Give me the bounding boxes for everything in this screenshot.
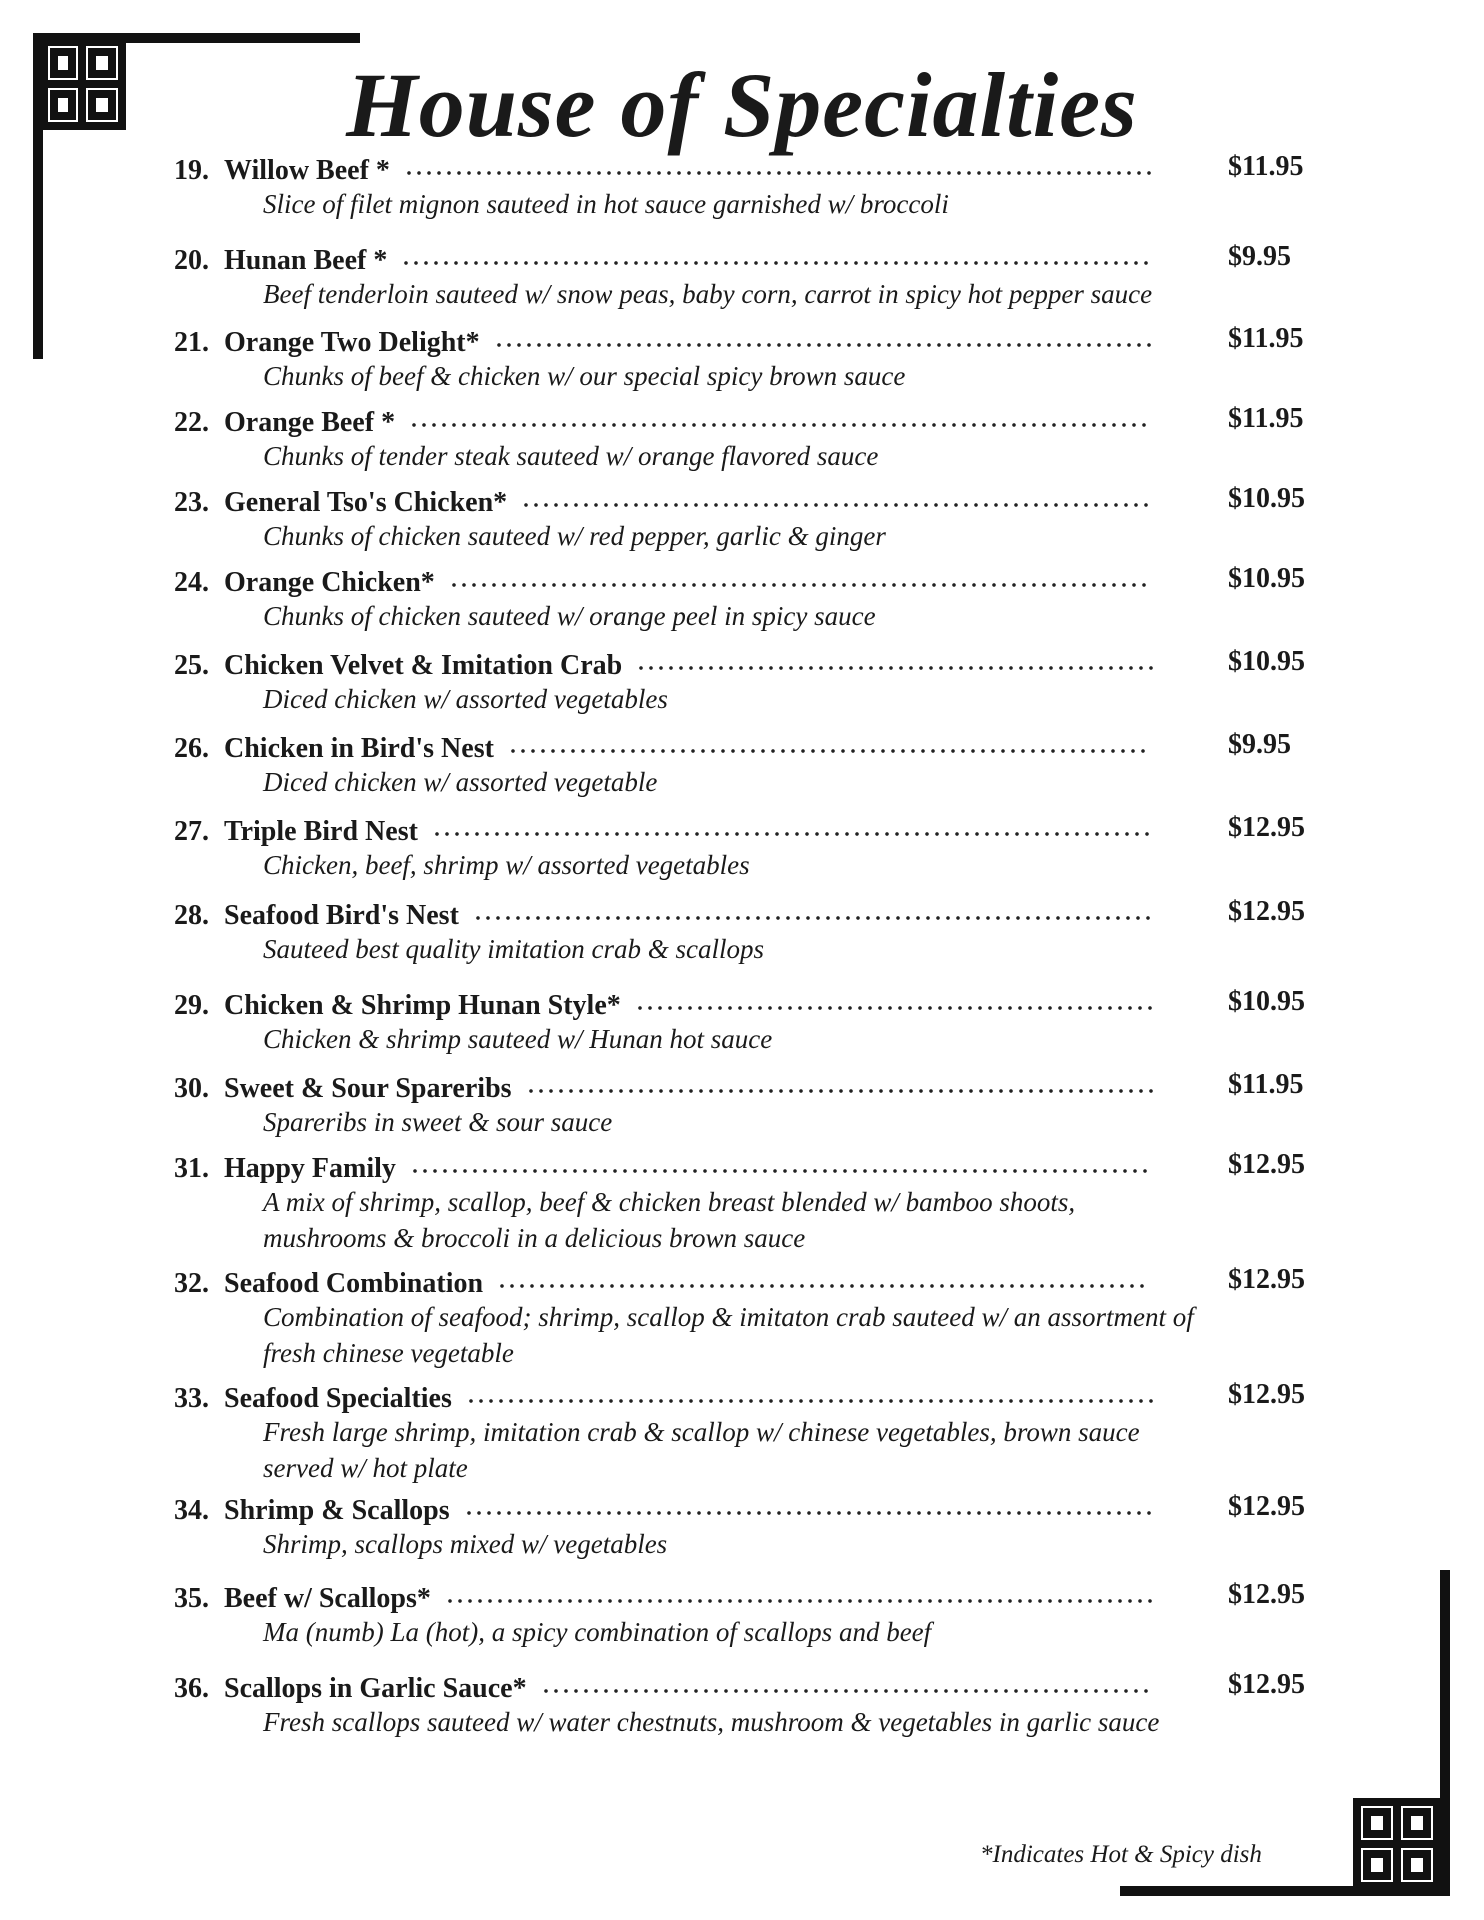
item-number: 34.: [174, 1495, 209, 1526]
item-description: [263, 276, 1263, 312]
item-price: $11.95: [1228, 403, 1304, 434]
item-name: Scallops in Garlic Sauce*: [224, 1673, 527, 1704]
item-name: Hunan Beef *: [224, 245, 388, 276]
item-number: 21.: [174, 327, 209, 358]
footnote: *Indicates Hot & Spicy dish: [980, 1841, 1262, 1868]
item-description: [263, 1299, 1263, 1371]
item-description: [263, 1526, 1263, 1562]
description-line: fresh chinese vegetable: [263, 1338, 514, 1368]
item-description: [263, 1021, 1263, 1057]
dot-leader: [464, 1507, 1154, 1519]
item-description: [263, 764, 1263, 800]
description-line: Fresh large shrimp, imitation crab & scallop w/ chinese vegetables, brown sauce: [263, 1417, 1140, 1447]
item-name: Orange Beef *: [224, 407, 396, 438]
item-price: $12.95: [1228, 1491, 1305, 1522]
item-number: 23.: [174, 487, 209, 518]
item-price: $12.95: [1228, 812, 1305, 843]
item-name: Orange Chicken*: [224, 567, 435, 598]
item-name: Triple Bird Nest: [224, 816, 418, 847]
item-description: [263, 186, 1263, 222]
item-price: $9.95: [1228, 241, 1291, 272]
item-price: $10.95: [1228, 483, 1305, 514]
description-line: A mix of shrimp, scallop, beef & chicken breast blended w/ bamboo shoots,: [263, 1187, 1076, 1217]
description-line: Diced chicken w/ assorted vegetables: [263, 684, 668, 714]
item-number: 35.: [174, 1583, 209, 1614]
item-price: $10.95: [1228, 986, 1305, 1017]
item-number: 29.: [174, 990, 209, 1021]
description-line: Spareribs in sweet & sour sauce: [263, 1107, 613, 1137]
item-name: Chicken Velvet & Imitation Crab: [224, 650, 623, 681]
item-number: 36.: [174, 1673, 209, 1704]
item-description: [263, 847, 1263, 883]
item-number: 25.: [174, 650, 209, 681]
dot-leader: [466, 1395, 1156, 1407]
dot-leader: [473, 912, 1153, 924]
item-name: Shrimp & Scallops: [224, 1495, 450, 1526]
item-number: 33.: [174, 1383, 209, 1414]
item-price: $12.95: [1228, 896, 1305, 927]
item-number: 28.: [174, 900, 209, 931]
item-name: General Tso's Chicken*: [224, 487, 508, 518]
item-description: [263, 1184, 1263, 1256]
item-description: [263, 1414, 1263, 1486]
page-title: House of Specialties: [346, 54, 1138, 156]
description-line: Chunks of chicken sauteed w/ red pepper, garlic & ginger: [263, 521, 886, 551]
description-line: Chicken & shrimp sauteed w/ Hunan hot sauce: [263, 1024, 773, 1054]
description-line: Sauteed best quality imitation crab & scallops: [263, 934, 764, 964]
dot-leader: [526, 1085, 1156, 1097]
item-number: 27.: [174, 816, 209, 847]
item-name: Seafood Combination: [224, 1268, 484, 1299]
description-line: Combination of seafood; shrimp, scallop & imitaton crab sauteed w/ an assortment of: [263, 1302, 1194, 1332]
item-price: $9.95: [1228, 729, 1291, 760]
description-line: Shrimp, scallops mixed w/ vegetables: [263, 1529, 668, 1559]
item-name: Willow Beef *: [224, 155, 390, 186]
item-description: [263, 598, 1263, 634]
description-line: Chunks of tender steak sauteed w/ orange flavored sauce: [263, 441, 879, 471]
item-name: Beef w/ Scallops*: [224, 1583, 431, 1614]
dot-leader: [635, 1002, 1155, 1014]
item-name: Chicken & Shrimp Hunan Style*: [224, 990, 621, 1021]
description-line: Ma (numb) La (hot), a spicy combination of scallops and beef: [263, 1617, 932, 1647]
dot-leader: [401, 257, 1151, 269]
item-price: $12.95: [1228, 1579, 1305, 1610]
item-price: $12.95: [1228, 1379, 1305, 1410]
item-name: Sweet & Sour Spareribs: [224, 1073, 512, 1104]
item-number: 32.: [174, 1268, 209, 1299]
item-description: [263, 438, 1263, 474]
description-line: served w/ hot plate: [263, 1453, 468, 1483]
dot-leader: [541, 1685, 1151, 1697]
item-description: [263, 1704, 1263, 1740]
dot-leader: [410, 1165, 1150, 1177]
item-description: [263, 681, 1263, 717]
dot-leader: [636, 662, 1156, 674]
item-price: $11.95: [1228, 151, 1304, 182]
item-price: $10.95: [1228, 646, 1305, 677]
item-description: [263, 1104, 1263, 1140]
description-line: Beef tenderloin sauteed w/ snow peas, baby corn, carrot in spicy hot pepper sauce: [263, 279, 1153, 309]
item-number: 22.: [174, 407, 209, 438]
item-name: Happy Family: [224, 1153, 396, 1184]
description-line: Chunks of chicken sauteed w/ orange peel in spicy sauce: [263, 601, 876, 631]
item-price: $11.95: [1228, 1069, 1304, 1100]
item-number: 24.: [174, 567, 209, 598]
item-number: 20.: [174, 245, 209, 276]
item-description: [263, 1614, 1263, 1650]
item-number: 19.: [174, 155, 209, 186]
dot-leader: [494, 339, 1154, 351]
dot-leader: [497, 1280, 1147, 1292]
item-price: $11.95: [1228, 323, 1304, 354]
dot-leader: [432, 828, 1152, 840]
item-number: 31.: [174, 1153, 209, 1184]
dot-leader: [445, 1595, 1155, 1607]
item-description: [263, 358, 1263, 394]
item-number: 30.: [174, 1073, 209, 1104]
item-name: Orange Two Delight*: [224, 327, 480, 358]
dot-leader: [449, 579, 1149, 591]
description-line: Chicken, beef, shrimp w/ assorted vegetables: [263, 850, 750, 880]
description-line: Chunks of beef & chicken w/ our special spicy brown sauce: [263, 361, 906, 391]
item-description: [263, 518, 1263, 554]
lattice-ornament-icon: [1353, 1798, 1441, 1890]
item-price: $12.95: [1228, 1669, 1305, 1700]
description-line: Slice of filet mignon sauteed in hot sauce garnished w/ broccoli: [263, 189, 949, 219]
description-line: Fresh scallops sauteed w/ water chestnuts, mushroom & vegetables in garlic sauce: [263, 1707, 1160, 1737]
item-description: [263, 931, 1263, 967]
item-name: Seafood Bird's Nest: [224, 900, 459, 931]
dot-leader: [404, 167, 1154, 179]
dot-leader: [409, 419, 1149, 431]
dot-leader: [521, 499, 1151, 511]
item-price: $12.95: [1228, 1264, 1305, 1295]
item-price: $12.95: [1228, 1149, 1305, 1180]
description-line: Diced chicken w/ assorted vegetable: [263, 767, 658, 797]
dot-leader: [508, 745, 1148, 757]
item-name: Chicken in Bird's Nest: [224, 733, 494, 764]
item-price: $10.95: [1228, 563, 1305, 594]
item-name: Seafood Specialties: [224, 1383, 452, 1414]
item-number: 26.: [174, 733, 209, 764]
description-line: mushrooms & broccoli in a delicious brown sauce: [263, 1223, 806, 1253]
